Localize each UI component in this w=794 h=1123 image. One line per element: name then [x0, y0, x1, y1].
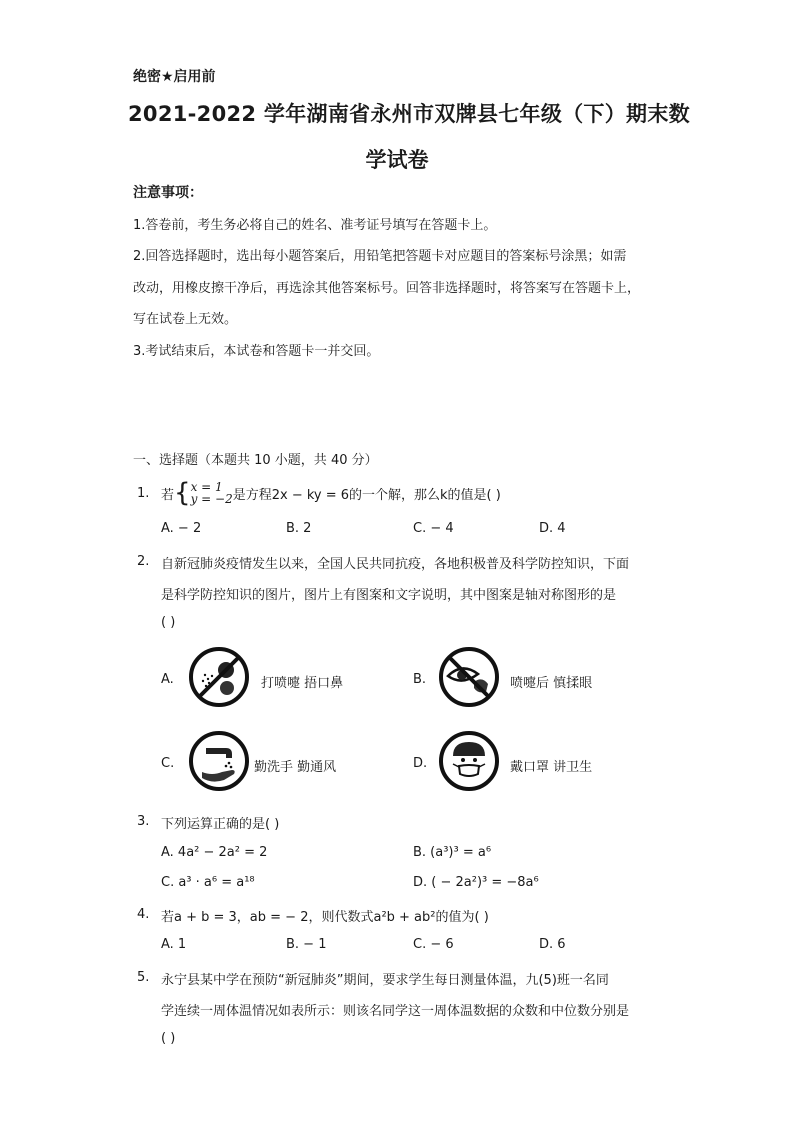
question-3-text: 下列运算正确的是( ) [161, 817, 280, 832]
option-c[interactable]: C. [161, 756, 175, 771]
option-b[interactable]: B. (a³)³ = a⁶ [413, 845, 492, 860]
notice-item-3: 3.考试结束后，本试卷和答题卡一并交回。 [133, 344, 380, 359]
confidential-label: 绝密★启用前 [133, 69, 216, 85]
question-number: 2. [137, 554, 150, 569]
no-sneeze-icon[interactable] [188, 646, 250, 712]
page-title-line2: 学试卷 [365, 148, 429, 172]
option-d[interactable]: D. ( − 2a²)³ = −8a⁶ [413, 875, 539, 890]
option-b[interactable]: B. 2 [286, 521, 312, 536]
option-c[interactable]: C. − 6 [413, 937, 454, 952]
option-b-caption: 喷嚏后 慎揉眼 [510, 676, 593, 691]
question-5-line-1: 永宁县某中学在预防“新冠肺炎”期间，要求学生每日测量体温，九(5)班一名同 [161, 973, 609, 988]
equation-system [191, 481, 233, 505]
option-a[interactable]: A. 1 [161, 937, 187, 952]
option-a[interactable]: A. − 2 [161, 521, 202, 536]
equation-bottom: y = −2 [190, 492, 233, 506]
question-2-line-3: ( ) [161, 615, 176, 630]
left-brace-icon: { [174, 478, 191, 508]
notice-item-2-line-2: 改动，用橡皮擦干净后，再选涂其他答案标号。回答非选择题时，将答案写在答题卡上， [133, 281, 641, 296]
question-1-text [161, 478, 501, 508]
wash-hands-icon[interactable] [188, 730, 250, 796]
option-d[interactable]: D. 6 [539, 937, 566, 952]
option-c[interactable]: C. a³ · a⁶ = a¹⁸ [161, 875, 255, 890]
section-heading: 一、选择题（本题共 10 小题，共 40 分） [133, 453, 378, 468]
question-number: 1. [137, 486, 150, 501]
option-c-caption: 勤洗手 勤通风 [254, 760, 337, 775]
option-a-caption: 打喷嚏 捂口鼻 [261, 676, 344, 691]
notice-item-2-line-1: 2.回答选择题时，选出每小题答案后，用铅笔把答题卡对应题目的答案标号涂黑；如需 [133, 249, 627, 264]
question-5-line-3: ( ) [161, 1031, 176, 1046]
question-number: 4. [137, 907, 150, 922]
option-d-caption: 戴口罩 讲卫生 [510, 760, 593, 775]
option-b[interactable]: B. − 1 [286, 937, 327, 952]
wear-mask-icon[interactable] [438, 730, 500, 796]
question-4-text: 若a + b = 3，ab = − 2，则代数式a²b + ab²的值为( ) [161, 910, 489, 925]
option-a[interactable]: A. [161, 672, 174, 687]
question-number: 5. [137, 970, 150, 985]
question-2-line-1: 自新冠肺炎疫情发生以来，全国人民共同抗疫，各地积极普及科学防控知识，下面 [161, 557, 630, 572]
question-1-body: 是方程2x − ky = 6的一个解，那么k的值是( ) [232, 487, 501, 503]
question-5-line-2: 学连续一周体温情况如表所示：则该名同学这一周体温数据的众数和中位数分别是 [161, 1004, 630, 1019]
option-c[interactable]: C. − 4 [413, 521, 454, 536]
notice-heading: 注意事项： [133, 185, 203, 201]
option-a[interactable]: A. 4a² − 2a² = 2 [161, 845, 268, 860]
option-b[interactable]: B. [413, 672, 427, 687]
equation-top: x = 1 [190, 480, 223, 494]
option-d[interactable]: D. [413, 756, 428, 771]
notice-item-1: 1.答卷前，考生务必将自己的姓名、准考证号填写在答题卡上。 [133, 218, 497, 233]
question-1-prefix: 若 [161, 487, 175, 503]
notice-item-2-line-3: 写在试卷上无效。 [133, 312, 238, 327]
question-number: 3. [137, 814, 150, 829]
no-eye-rub-icon[interactable] [438, 646, 500, 712]
option-d[interactable]: D. 4 [539, 521, 566, 536]
question-2-line-2: 是科学防控知识的图片，图片上有图案和文字说明，其中图案是轴对称图形的是 [161, 588, 617, 603]
page-title-line1: 2021-2022 学年湖南省永州市双牌县七年级（下）期末数 [128, 102, 690, 126]
